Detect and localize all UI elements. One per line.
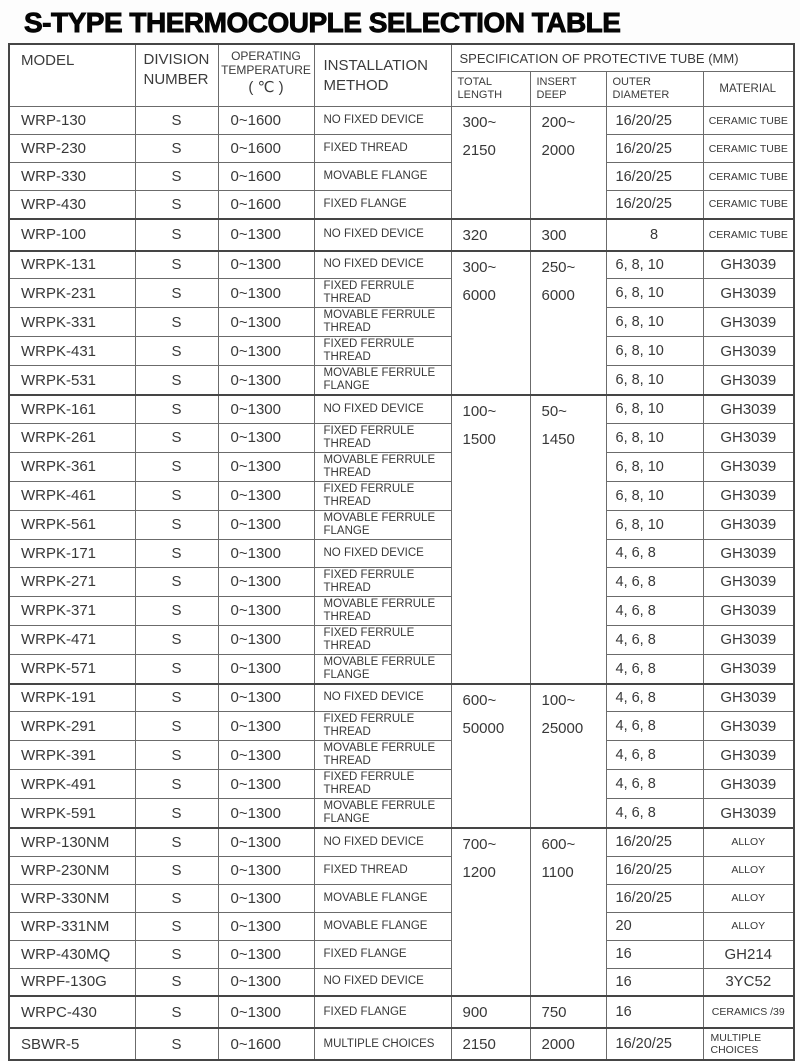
- total-length-line: 6000: [462, 286, 496, 304]
- division-number-cell: S: [135, 1028, 218, 1060]
- insert-deep-line: 1450: [541, 431, 575, 448]
- installation-method-cell: MOVABLE FERRULE THREAD: [314, 741, 451, 770]
- operating-temperature-cell: 0~1300: [218, 856, 314, 884]
- table-row: [9, 481, 794, 510]
- model-cell: WRP-230: [9, 135, 135, 163]
- material-cell: GH3039: [703, 770, 794, 799]
- division-number-cell: S: [135, 596, 218, 625]
- table-row: [9, 395, 794, 423]
- material-cell: CERAMIC TUBE: [703, 219, 794, 251]
- material-cell: GH3039: [703, 395, 794, 423]
- table-row: [9, 799, 794, 829]
- outer-diameter-cell: 6, 8, 10: [606, 481, 703, 510]
- table-row: [9, 567, 794, 596]
- column-header-insert-deep: INSERT DEEP: [530, 72, 606, 107]
- division-number-cell: S: [135, 884, 218, 912]
- division-number-cell: S: [135, 308, 218, 337]
- outer-diameter-cell: 4, 6, 8: [606, 741, 703, 770]
- material-cell: CERAMIC TUBE: [703, 107, 794, 135]
- model-cell: WRP-331NM: [9, 912, 135, 940]
- total-length-line: 100~: [462, 403, 497, 420]
- total-length-cell: [451, 828, 530, 996]
- table-row: [9, 539, 794, 567]
- table-row: [9, 828, 794, 856]
- model-cell: WRPK-561: [9, 510, 135, 539]
- material-cell: ALLOY: [703, 856, 794, 884]
- table-row: [9, 654, 794, 684]
- installation-method-cell: MULTIPLE CHOICES: [314, 1028, 451, 1060]
- table-row: [9, 596, 794, 625]
- table-row: [9, 912, 794, 940]
- material-cell: GH3039: [703, 366, 794, 396]
- model-cell: WRP-130: [9, 107, 135, 135]
- material-cell: GH3039: [703, 712, 794, 741]
- model-cell: WRP-430MQ: [9, 940, 135, 968]
- installation-method-cell: FIXED FERRULE THREAD: [314, 712, 451, 741]
- installation-method-cell: NO FIXED DEVICE: [314, 968, 451, 996]
- operating-temperature-cell: 0~1600: [218, 163, 314, 191]
- division-number-cell: S: [135, 219, 218, 251]
- insert-deep-line: 2000: [541, 1036, 575, 1053]
- insert-deep-line: 25000: [541, 719, 584, 737]
- installation-method-cell: MOVABLE FERRULE THREAD: [314, 308, 451, 337]
- column-header-material: MATERIAL: [703, 72, 794, 107]
- material-cell: GH3039: [703, 741, 794, 770]
- total-length-line: 600~: [462, 691, 497, 709]
- table-row: [9, 135, 794, 163]
- operating-temperature-cell: 0~1300: [218, 940, 314, 968]
- operating-temperature-cell: 0~1300: [218, 539, 314, 567]
- operating-temperature-cell: 0~1300: [218, 337, 314, 366]
- division-number-cell: S: [135, 279, 218, 308]
- table-row: [9, 191, 794, 219]
- installation-method-cell: FIXED FERRULE THREAD: [314, 770, 451, 799]
- installation-method-cell: FIXED FLANGE: [314, 996, 451, 1028]
- total-length-line: 1200: [462, 864, 496, 881]
- operating-temperature-cell: 0~1300: [218, 828, 314, 856]
- operating-temperature-cell: 0~1300: [218, 567, 314, 596]
- insert-deep-line: 100~: [541, 691, 576, 709]
- insert-deep-line: 300: [541, 226, 567, 244]
- model-cell: SBWR-5: [9, 1028, 135, 1060]
- outer-diameter-cell: 4, 6, 8: [606, 654, 703, 684]
- operating-temperature-cell: 0~1600: [218, 1028, 314, 1060]
- model-cell: WRPK-271: [9, 567, 135, 596]
- insert-deep-line: 6000: [541, 286, 575, 304]
- installation-method-cell: FIXED THREAD: [314, 135, 451, 163]
- outer-diameter-cell: 16: [606, 968, 703, 996]
- division-number-cell: S: [135, 539, 218, 567]
- material-cell: GH3039: [703, 625, 794, 654]
- outer-diameter-cell: 16/20/25: [606, 191, 703, 219]
- installation-method-cell: MOVABLE FERRULE FLANGE: [314, 510, 451, 539]
- division-number-cell: S: [135, 912, 218, 940]
- outer-diameter-cell: 16/20/25: [606, 135, 703, 163]
- division-number-cell: S: [135, 163, 218, 191]
- total-length-line: 300~: [462, 258, 497, 276]
- total-length-line: 700~: [462, 836, 497, 853]
- model-cell: WRPK-591: [9, 799, 135, 829]
- column-header-outer-diameter: OUTER DIAMETER: [606, 72, 703, 107]
- material-cell: GH3039: [703, 452, 794, 481]
- operating-temperature-cell: 0~1600: [218, 107, 314, 135]
- operating-temperature-cell: 0~1300: [218, 510, 314, 539]
- model-cell: WRPK-171: [9, 539, 135, 567]
- outer-diameter-cell: 8: [606, 219, 703, 251]
- model-cell: WRP-330NM: [9, 884, 135, 912]
- material-cell: ALLOY: [703, 828, 794, 856]
- operating-temperature-cell: 0~1300: [218, 481, 314, 510]
- outer-diameter-cell: 6, 8, 10: [606, 423, 703, 452]
- model-cell: WRPK-491: [9, 770, 135, 799]
- table-row: [9, 968, 794, 996]
- insert-deep-line: 600~: [541, 836, 576, 853]
- insert-deep-cell: [530, 395, 606, 684]
- installation-method-cell: NO FIXED DEVICE: [314, 251, 451, 279]
- installation-method-cell: MOVABLE FERRULE THREAD: [314, 596, 451, 625]
- operating-temperature-cell: 0~1300: [218, 968, 314, 996]
- table-row: [9, 856, 794, 884]
- division-number-cell: S: [135, 940, 218, 968]
- outer-diameter-cell: 4, 6, 8: [606, 625, 703, 654]
- table-row: [9, 163, 794, 191]
- temperature-header-line: TEMPERATURE: [221, 63, 311, 77]
- material-cell: GH3039: [703, 279, 794, 308]
- material-cell: GH3039: [703, 423, 794, 452]
- material-cell: GH3039: [703, 251, 794, 279]
- insert-deep-line: 200~: [541, 114, 576, 131]
- division-number-cell: S: [135, 452, 218, 481]
- division-number-cell: S: [135, 395, 218, 423]
- total-length-cell: [451, 219, 530, 251]
- model-cell: WRPK-261: [9, 423, 135, 452]
- material-cell: GH3039: [703, 799, 794, 829]
- column-group-header-specification: SPECIFICATION OF PROTECTIVE TUBE (MM): [451, 44, 794, 72]
- material-cell: GH3039: [703, 567, 794, 596]
- total-length-line: 1500: [462, 431, 496, 448]
- insert-deep-cell: [530, 219, 606, 251]
- temperature-header-line: OPERATING: [231, 49, 301, 63]
- model-cell: WRPK-531: [9, 366, 135, 396]
- insert-deep-cell: [530, 251, 606, 396]
- total-length-line: 2150: [462, 142, 496, 159]
- table-row: [9, 251, 794, 279]
- model-cell: WRPK-131: [9, 251, 135, 279]
- installation-method-cell: FIXED FERRULE THREAD: [314, 625, 451, 654]
- thermocouple-selection-table: [8, 43, 795, 1061]
- outer-diameter-cell: 16/20/25: [606, 163, 703, 191]
- outer-diameter-cell: 16/20/25: [606, 828, 703, 856]
- total-length-line: 50000: [462, 719, 505, 737]
- material-cell: 3YC52: [703, 968, 794, 996]
- model-cell: WRP-130NM: [9, 828, 135, 856]
- outer-diameter-cell: 6, 8, 10: [606, 308, 703, 337]
- model-cell: WRPK-371: [9, 596, 135, 625]
- division-number-cell: S: [135, 481, 218, 510]
- temperature-unit: ( ℃ ): [248, 79, 284, 96]
- page-title: S-TYPE THERMOCOUPLE SELECTION TABLE: [24, 7, 621, 38]
- model-cell: WRPK-391: [9, 741, 135, 770]
- table-row: [9, 940, 794, 968]
- material-cell: GH3039: [703, 654, 794, 684]
- total-length-line: 320: [462, 226, 488, 244]
- installation-method-cell: FIXED THREAD: [314, 856, 451, 884]
- table-row: [9, 996, 794, 1028]
- total-length-cell: [451, 251, 530, 396]
- outer-diameter-cell: 4, 6, 8: [606, 567, 703, 596]
- operating-temperature-cell: 0~1300: [218, 799, 314, 829]
- material-cell: GH3039: [703, 337, 794, 366]
- outer-diameter-cell: 16/20/25: [606, 107, 703, 135]
- table-header: [9, 44, 794, 107]
- installation-method-cell: NO FIXED DEVICE: [314, 395, 451, 423]
- model-cell: WRPK-431: [9, 337, 135, 366]
- table-row: [9, 684, 794, 712]
- installation-method-cell: FIXED FERRULE THREAD: [314, 279, 451, 308]
- model-cell: WRPK-191: [9, 684, 135, 712]
- insert-deep-cell: [530, 107, 606, 219]
- model-cell: WRPK-571: [9, 654, 135, 684]
- outer-diameter-cell: 4, 6, 8: [606, 596, 703, 625]
- operating-temperature-cell: 0~1300: [218, 770, 314, 799]
- table-row: [9, 625, 794, 654]
- division-number-cell: S: [135, 625, 218, 654]
- model-cell: WRPC-430: [9, 996, 135, 1028]
- operating-temperature-cell: 0~1600: [218, 191, 314, 219]
- material-cell: GH3039: [703, 308, 794, 337]
- column-header-model: MODEL: [9, 44, 135, 107]
- division-number-cell: S: [135, 510, 218, 539]
- insert-deep-cell: [530, 684, 606, 829]
- operating-temperature-cell: 0~1300: [218, 625, 314, 654]
- model-cell: WRPK-331: [9, 308, 135, 337]
- insert-deep-cell: [530, 1028, 606, 1060]
- insert-deep-cell: [530, 828, 606, 996]
- outer-diameter-cell: 6, 8, 10: [606, 251, 703, 279]
- material-cell: GH3039: [703, 596, 794, 625]
- column-header-operating-temperature: [218, 44, 314, 107]
- outer-diameter-cell: 6, 8, 10: [606, 395, 703, 423]
- division-number-cell: S: [135, 366, 218, 396]
- installation-method-cell: FIXED FERRULE THREAD: [314, 567, 451, 596]
- material-cell: GH3039: [703, 510, 794, 539]
- material-cell: CERAMICS /39: [703, 996, 794, 1028]
- material-cell: GH3039: [703, 481, 794, 510]
- material-cell: GH3039: [703, 539, 794, 567]
- table-row: [9, 1028, 794, 1060]
- model-cell: WRP-100: [9, 219, 135, 251]
- total-length-cell: [451, 684, 530, 829]
- installation-method-cell: MOVABLE FERRULE THREAD: [314, 452, 451, 481]
- material-cell: CERAMIC TUBE: [703, 135, 794, 163]
- division-number-cell: S: [135, 828, 218, 856]
- outer-diameter-cell: 16/20/25: [606, 884, 703, 912]
- model-cell: WRP-230NM: [9, 856, 135, 884]
- operating-temperature-cell: 0~1300: [218, 279, 314, 308]
- total-length-cell: [451, 107, 530, 219]
- division-number-cell: S: [135, 654, 218, 684]
- operating-temperature-cell: 0~1300: [218, 423, 314, 452]
- outer-diameter-cell: 16/20/25: [606, 1028, 703, 1060]
- outer-diameter-cell: 6, 8, 10: [606, 452, 703, 481]
- operating-temperature-cell: 0~1300: [218, 308, 314, 337]
- installation-method-cell: MOVABLE FLANGE: [314, 163, 451, 191]
- insert-deep-line: 1100: [541, 864, 574, 881]
- table-row: [9, 452, 794, 481]
- installation-method-cell: NO FIXED DEVICE: [314, 107, 451, 135]
- installation-method-cell: FIXED FLANGE: [314, 191, 451, 219]
- division-number-cell: S: [135, 135, 218, 163]
- insert-deep-line: 2000: [541, 142, 575, 159]
- operating-temperature-cell: 0~1300: [218, 219, 314, 251]
- insert-deep-line: 250~: [541, 258, 576, 276]
- table-row: [9, 884, 794, 912]
- outer-diameter-cell: 16: [606, 996, 703, 1028]
- installation-method-cell: FIXED FERRULE THREAD: [314, 481, 451, 510]
- outer-diameter-cell: 6, 8, 10: [606, 366, 703, 396]
- model-cell: WRPK-291: [9, 712, 135, 741]
- outer-diameter-cell: 6, 8, 10: [606, 337, 703, 366]
- total-length-line: 300~: [462, 114, 497, 131]
- material-cell: GH3039: [703, 684, 794, 712]
- installation-method-cell: NO FIXED DEVICE: [314, 539, 451, 567]
- operating-temperature-cell: 0~1300: [218, 712, 314, 741]
- division-number-cell: S: [135, 191, 218, 219]
- total-length-cell: [451, 996, 530, 1028]
- operating-temperature-cell: 0~1300: [218, 912, 314, 940]
- insert-deep-line: 750: [541, 1004, 567, 1021]
- table-row: [9, 510, 794, 539]
- operating-temperature-cell: 0~1300: [218, 596, 314, 625]
- insert-deep-line: 50~: [541, 403, 567, 420]
- division-number-cell: S: [135, 251, 218, 279]
- model-cell: WRPK-161: [9, 395, 135, 423]
- model-cell: WRP-330: [9, 163, 135, 191]
- outer-diameter-cell: 4, 6, 8: [606, 539, 703, 567]
- column-header-installation-method: INSTALLATION METHOD: [314, 44, 451, 107]
- table-row: [9, 423, 794, 452]
- table-row: [9, 279, 794, 308]
- outer-diameter-cell: 16/20/25: [606, 856, 703, 884]
- outer-diameter-cell: 6, 8, 10: [606, 510, 703, 539]
- installation-method-cell: MOVABLE FLANGE: [314, 912, 451, 940]
- column-header-total-length: TOTAL LENGTH: [451, 72, 530, 107]
- table-row: [9, 770, 794, 799]
- operating-temperature-cell: 0~1300: [218, 251, 314, 279]
- division-number-cell: S: [135, 712, 218, 741]
- total-length-line: 2150: [462, 1036, 496, 1053]
- operating-temperature-cell: 0~1600: [218, 135, 314, 163]
- table-row: [9, 219, 794, 251]
- installation-method-cell: MOVABLE FERRULE FLANGE: [314, 799, 451, 829]
- division-number-cell: S: [135, 968, 218, 996]
- division-number-cell: S: [135, 770, 218, 799]
- installation-method-cell: NO FIXED DEVICE: [314, 684, 451, 712]
- operating-temperature-cell: 0~1300: [218, 452, 314, 481]
- division-number-cell: S: [135, 337, 218, 366]
- installation-method-cell: MOVABLE FLANGE: [314, 884, 451, 912]
- outer-diameter-cell: 4, 6, 8: [606, 770, 703, 799]
- outer-diameter-cell: 16: [606, 940, 703, 968]
- division-number-cell: S: [135, 741, 218, 770]
- outer-diameter-cell: 4, 6, 8: [606, 799, 703, 829]
- header-row-top: [9, 44, 794, 72]
- division-number-cell: S: [135, 684, 218, 712]
- division-number-cell: S: [135, 856, 218, 884]
- total-length-cell: [451, 395, 530, 684]
- outer-diameter-cell: 6, 8, 10: [606, 279, 703, 308]
- installation-method-cell: FIXED FERRULE THREAD: [314, 337, 451, 366]
- division-number-cell: S: [135, 996, 218, 1028]
- model-cell: WRP-430: [9, 191, 135, 219]
- total-length-line: 900: [462, 1004, 488, 1021]
- model-cell: WRPK-361: [9, 452, 135, 481]
- outer-diameter-cell: 4, 6, 8: [606, 684, 703, 712]
- division-number-cell: S: [135, 567, 218, 596]
- table-row: [9, 741, 794, 770]
- material-cell: MULTIPLE CHOICES: [703, 1028, 794, 1060]
- material-cell: ALLOY: [703, 912, 794, 940]
- table-row: [9, 712, 794, 741]
- installation-method-cell: FIXED FLANGE: [314, 940, 451, 968]
- insert-deep-cell: [530, 996, 606, 1028]
- operating-temperature-cell: 0~1300: [218, 654, 314, 684]
- installation-method-cell: MOVABLE FERRULE FLANGE: [314, 366, 451, 396]
- model-cell: WRPK-231: [9, 279, 135, 308]
- division-number-cell: S: [135, 799, 218, 829]
- installation-method-cell: MOVABLE FERRULE FLANGE: [314, 654, 451, 684]
- model-cell: WRPF-130G: [9, 968, 135, 996]
- operating-temperature-cell: 0~1300: [218, 366, 314, 396]
- installation-method-cell: NO FIXED DEVICE: [314, 219, 451, 251]
- material-cell: ALLOY: [703, 884, 794, 912]
- total-length-cell: [451, 1028, 530, 1060]
- outer-diameter-cell: 4, 6, 8: [606, 712, 703, 741]
- operating-temperature-cell: 0~1300: [218, 996, 314, 1028]
- operating-temperature-cell: 0~1300: [218, 395, 314, 423]
- model-cell: WRPK-471: [9, 625, 135, 654]
- material-cell: CERAMIC TUBE: [703, 191, 794, 219]
- division-number-cell: S: [135, 423, 218, 452]
- table-row: [9, 308, 794, 337]
- installation-method-cell: NO FIXED DEVICE: [314, 828, 451, 856]
- outer-diameter-cell: 20: [606, 912, 703, 940]
- model-cell: WRPK-461: [9, 481, 135, 510]
- division-number-cell: S: [135, 107, 218, 135]
- table-row: [9, 337, 794, 366]
- material-cell: GH214: [703, 940, 794, 968]
- operating-temperature-cell: 0~1300: [218, 741, 314, 770]
- material-cell: CERAMIC TUBE: [703, 163, 794, 191]
- installation-method-cell: FIXED FERRULE THREAD: [314, 423, 451, 452]
- table-body: [9, 107, 794, 1061]
- operating-temperature-cell: 0~1300: [218, 884, 314, 912]
- column-header-division-number: DIVISION NUMBER: [135, 44, 218, 107]
- table-row: [9, 107, 794, 135]
- operating-temperature-cell: 0~1300: [218, 684, 314, 712]
- table-row: [9, 366, 794, 396]
